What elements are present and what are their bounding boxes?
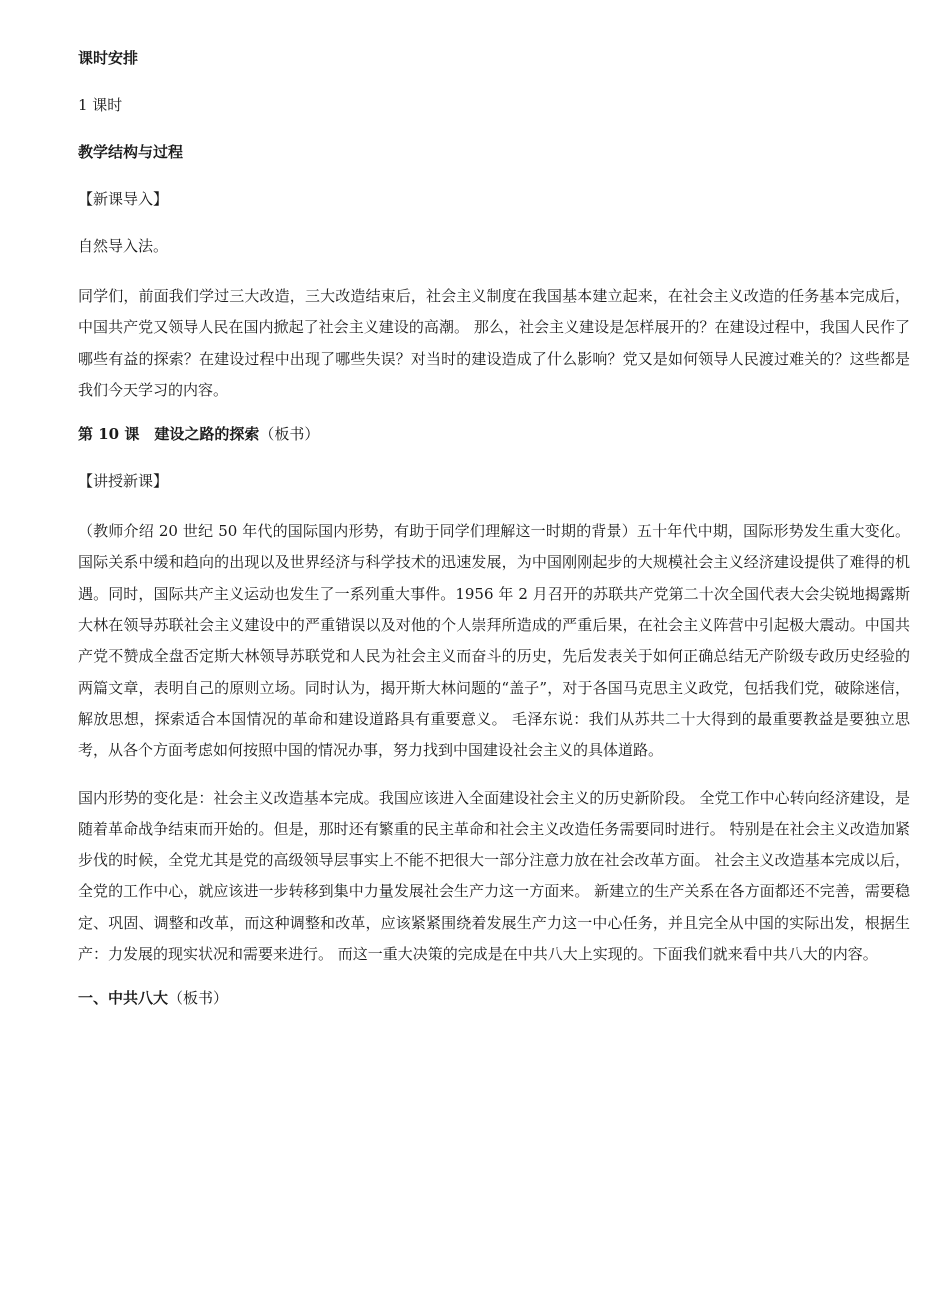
structure-heading: 教学结构与过程 [78,143,184,161]
lesson-title: 第 10 课 建设之路的探索 [78,425,260,444]
lesson-title-line [78,422,910,446]
document-page [78,46,910,1010]
teach-section-label: 【讲授新课】 [78,472,169,491]
intro-section-label: 【新课导入】 [78,190,169,208]
schedule-value: 1 课时 [78,96,123,114]
section-one-title: 一、中共八大 [78,989,169,1008]
section-one-tag: （板书） [168,989,229,1008]
schedule-heading: 课时安排 [78,49,139,67]
lesson-title-tag: （板书） [259,425,320,444]
intro-paragraph: 同学们，前面我们学过三大改造，三大改造结束后，社会主义制度在我国基本建立起来，在社会主义改造的任务基本完成后，中国共产党又领导人民在国内掀起了社会主义建设的高潮。 那么，社会主义建设是怎样展开的？在建设过程中，我国人民作了哪些有益的探索？在建设过程中出现了哪些失误？对当时的建设造成了什么影响？党又是如何领导人民渡过难关的？这些都是我们今天学习的内容。 [78,287,910,399]
section-one-line [78,986,910,1010]
intro-method: 自然导入法。 [78,237,169,255]
paragraph-domestic: 国内形势的变化是：社会主义改造基本完成。我国应该进入全面建设社会主义的历史新阶段。 全党工作中心转向经济建设，是随着革命战争结束而开始的。但是，那时还有繁重的民主革命和社会主义改造任务需要同时进行。 特别是在社会主义改造加紧步伐的时候，全党尤其是党的高级领导层事实上不能不把很大一部分注意力放在社会改革方面。 社会主义改造基本完成以后，全党的工作中心，就应该进一步转移到集中力量发展社会生产力这一方面来。 新建立的生产关系在各方面都还不完善，需要稳定、巩固、调整和改革，而这种调整和改革，应该紧紧围绕着发展生产力这一中心任务，并且完全从中国的实际出发，根据生产：力发展的现实状况和需要来进行。 而这一重大决策的完成是在中共八大上实现的。下面我们就来看中共八大的内容。 [78,788,910,964]
paragraph-international: （教师介绍 20 世纪 50 年代的国际国内形势，有助于同学们理解这一时期的背景）五十年代中期，国际形势发生重大变化。国际关系中缓和趋向的出现以及世界经济与科学技术的迅速发展，为中国刚刚起步的大规模社会主义经济建设提供了难得的机遇。同时，国际共产主义运动也发生了一系列重大事件。1956 年 2 月召开的苏联共产党第二十次全国代表大会尖锐地揭露斯大林在领导苏联社会主义建设中的严重错误以及对他的个人崇拜所造成的严重后果，在社会主义阵营中引起极大震动。中国共产党不赞成全盘否定斯大林领导苏联党和人民为社会主义而奋斗的历史，先后发表关于如何正确总结无产阶级专政历史经验的两篇文章，表明自己的原则立场。同时认为，揭开斯大林问题的“盖子”，对于各国马克思主义政党，包括我们党，破除迷信，解放思想，探索适合本国情况的革命和建设道路具有重要意义。 毛泽东说：我们从苏共二十大得到的最重要教益是要独立思考，从各个方面考虑如何按照中国的情况办事，努力找到中国建设社会主义的具体道路。 [78,522,910,760]
